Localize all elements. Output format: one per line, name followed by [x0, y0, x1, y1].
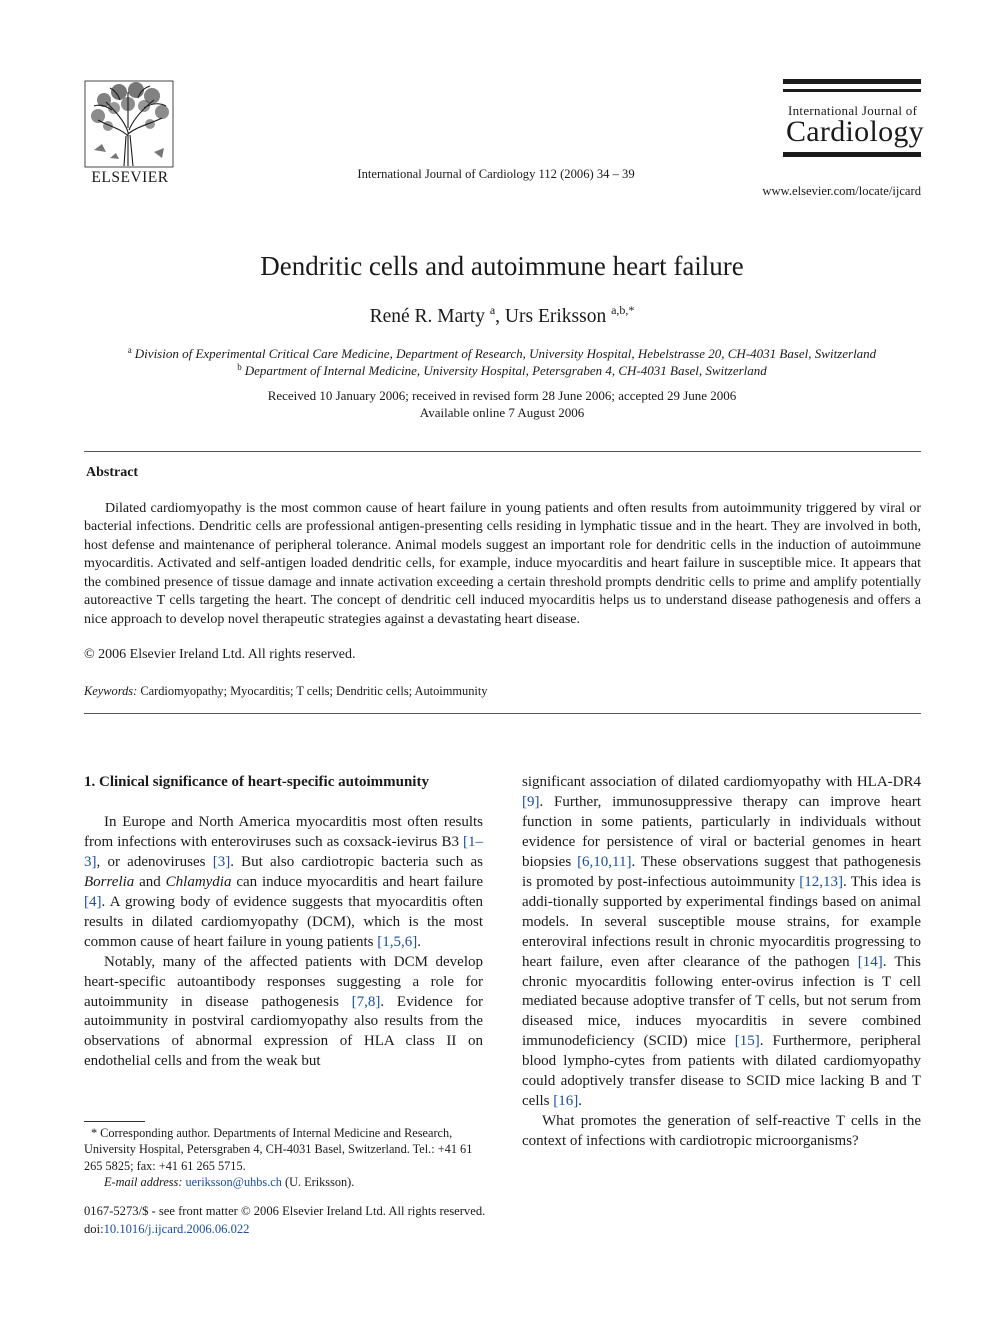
text-run: significant association of dilated cardiomyopathy with HLA-DR4	[522, 774, 921, 790]
text-run: .	[417, 933, 421, 950]
masthead-rule	[783, 89, 921, 92]
email-suffix: (U. Eriksson).	[281, 1174, 355, 1189]
text-run: Notably, many of the affected patients with DCM develop heart-specific autoantibody responses suggesting a role for autoimmunity in disease pathogenesis	[84, 953, 483, 1010]
section-heading: 1. Clinical significance of heart-specific autoimmunity	[84, 774, 429, 790]
doi-label: doi:	[84, 1221, 104, 1236]
citation-link[interactable]: [14]	[857, 953, 883, 970]
text-run: and	[134, 873, 166, 890]
affiliation-b	[0, 362, 992, 379]
text-run: . This idea is addi-tionally supported by experimental findings based on animal models. In several susceptible mouse strains, for example enteroviral infections result in chronic myocarditis progressing to heart failure, even after clearance of the pathogen	[522, 873, 921, 970]
abstract-body: Dilated cardiomyopathy is the most common cause of heart failure in young patients and often results from autoimmunity triggered by viral or bacterial infections. Dendritic cells are professional antigen-presenting cells residing in lymphatic tissue and in the heart. They are involved in both, host defense and maintenance of peripheral tolerance. Animal models suggest an important role for dendritic cells in the induction of autoimmune myocarditis. Activated and self-antigen loaded dendritic cells, for example, induce myocarditis and heart failure in susceptible mice. It appears that the combined presence of tissue damage and innate activation exceeding a certain threshold prompts dendritic cells to prime and amplify potentially autoreactive T cells targeting the heart. The concept of dendritic cell induced myocarditis helps us to understand disease pathogenesis and offers a nice approach to develop novel therapeutic strategies against a devastating heart disease.	[84, 501, 921, 627]
text-run: . Further, immunosuppressive therapy can improve heart function in some patients, particularly in individuals without evidence for persistence of viral or bacterial genomes in heart biopsies	[522, 793, 921, 870]
author-name: Urs Eriksson	[504, 306, 607, 327]
elsevier-tree-logo	[84, 80, 174, 168]
text-run: . This chronic myocarditis following enter-ovirus infection is T cell mediated because adoptive transfer of T cells, but not serum from diseased mice, induces myocarditis in severe combined immunodeficiency (SCID) mice	[522, 953, 921, 1050]
citation-link[interactable]: [7,8]	[351, 993, 381, 1010]
paragraph: What promotes the generation of self-reactive T cells in the context of infections with cardiotropic microorganisms?	[522, 1113, 921, 1150]
right-column	[522, 773, 921, 1152]
affiliation-mark: a	[127, 345, 132, 355]
text-run: . Evidence for autoimmunity in postviral cardiomyopathy also results from the observations of abnormal expression of HLA class II on endothelial cells and from the weak but	[84, 993, 483, 1070]
abstract-bottom-rule	[84, 713, 921, 714]
author-name: René R. Marty	[369, 306, 485, 327]
author-affil-mark: a	[489, 303, 496, 317]
affiliation-a	[0, 345, 992, 362]
journal-citation: International Journal of Cardiology 112 (2006) 34 – 39	[357, 167, 635, 181]
issn-line: 0167-5273/$ - see front matter © 2006 Elsevier Ireland Ltd. All rights reserved.	[84, 1204, 486, 1218]
abstract-copyright: © 2006 Elsevier Ireland Ltd. All rights reserved.	[84, 647, 356, 662]
keywords-list: Cardiomyopathy; Myocarditis; T cells; Dendritic cells; Autoimmunity	[140, 684, 488, 698]
citation-link[interactable]: [1,5,6]	[377, 933, 418, 950]
citation-link[interactable]: [12,13]	[799, 873, 843, 890]
journal-title-small: International Journal of	[788, 103, 918, 118]
text-run: In Europe and North America myocarditis most often results from infections with enteroviruses such as coxsack-ievirus B3	[84, 813, 483, 850]
footnote-text: Corresponding author. Departments of Internal Medicine and Research, University Hospital, Petersgraben 4, CH-4031 Basel, Switzerland. Tel.: +41 61 265 5825; fax: +41 61 265 5715.	[84, 1126, 473, 1173]
citation-link[interactable]: [1–3]	[84, 833, 483, 870]
text-run: . A growing body of evidence suggests that myocarditis often results in dilated cardiomyopathy (DCM), which is the most common cause of heart failure in young patients	[84, 893, 483, 950]
citation-link[interactable]: [6,10,11]	[577, 853, 632, 870]
journal-url[interactable]: www.elsevier.com/locate/ijcard	[762, 184, 921, 198]
journal-title-big: Cardiology	[786, 115, 924, 148]
article-title: Dendritic cells and autoimmune heart failure	[260, 251, 744, 281]
text-run: . Furthermore, peripheral blood lympho-cytes from patients with dilated cardiomyopathy could adoptively transfer disease to SCID mice lacking B and T cells	[522, 1033, 922, 1110]
author-separator: ,	[495, 306, 505, 327]
affiliation-text: Division of Experimental Critical Care Medicine, Department of Research, University Hospital, Hebelstrasse 20, CH-4031 Basel, Switzerland	[134, 346, 877, 361]
masthead-rule	[783, 79, 921, 84]
text-run: .	[578, 1093, 582, 1110]
email-link[interactable]: ueriksson@uhbs.ch	[185, 1174, 282, 1189]
species-name: Chlamydia	[165, 873, 232, 890]
doi-link[interactable]: 10.1016/j.ijcard.2006.06.022	[103, 1221, 250, 1236]
citation-link[interactable]: [3]	[212, 853, 231, 870]
citation-link[interactable]: [16]	[553, 1093, 579, 1110]
available-online-date: Available online 7 August 2006	[419, 405, 585, 420]
publisher-name: ELSEVIER	[91, 169, 169, 186]
abstract-top-rule	[84, 451, 921, 452]
text-run: . But also cardiotropic bacteria such as	[230, 853, 483, 870]
footnote-rule	[84, 1121, 145, 1122]
corresponding-author-footnote	[84, 1125, 482, 1190]
footnote-star: *	[91, 1126, 98, 1140]
citation-link[interactable]: [15]	[734, 1033, 760, 1050]
abstract-heading: Abstract	[86, 465, 139, 480]
species-name: Borrelia	[84, 873, 135, 890]
affiliation-text: Department of Internal Medicine, University Hospital, Petersgraben 4, CH-4031 Basel, Switzerland	[244, 363, 767, 378]
keywords	[84, 684, 487, 699]
text-run: . These observations suggest that pathogenesis is promoted by post-infectious autoimmunity	[522, 853, 922, 890]
front-matter	[84, 1203, 485, 1238]
text-run: can induce myocarditis and heart failure	[231, 873, 483, 890]
paragraph	[84, 953, 483, 1073]
paragraph	[84, 813, 483, 953]
citation-link[interactable]: [9]	[522, 793, 540, 810]
email-label: E-mail address:	[104, 1174, 183, 1189]
author-line	[0, 303, 992, 328]
paragraph	[522, 773, 921, 1112]
citation-link[interactable]: [4]	[84, 893, 102, 910]
affiliation-mark: b	[237, 362, 242, 372]
text-run: , or adenoviruses	[96, 853, 213, 870]
author-affil-mark: a,b,*	[611, 303, 635, 317]
doi-line	[84, 1221, 485, 1239]
keywords-label: Keywords:	[84, 684, 138, 698]
received-dates: Received 10 January 2006; received in revised form 28 June 2006; accepted 29 June 2006	[267, 388, 737, 403]
left-column	[84, 773, 483, 1072]
masthead-rule	[783, 152, 921, 157]
